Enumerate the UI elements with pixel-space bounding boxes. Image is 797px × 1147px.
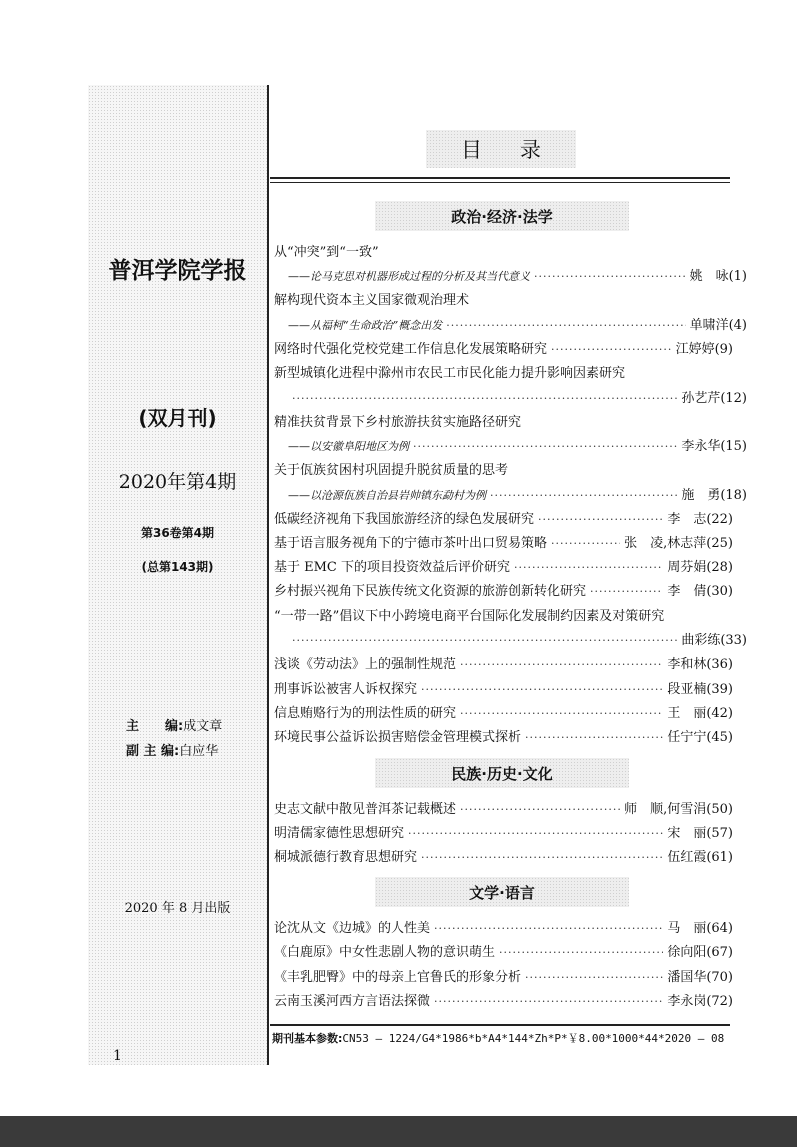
- deputy-editor-name: 白应华: [179, 744, 219, 759]
- toc-entry[interactable]: 云南玉溪河西方言语法探微 ····· 李永岗(72): [274, 992, 733, 1012]
- toc-entry[interactable]: ——以安徽阜阳地区为例 ····· 李永华(15): [274, 437, 747, 457]
- toc-entry[interactable]: 网络时代强化党校党建工作信息化发展策略研究 ····· 江婷婷(9): [274, 340, 733, 360]
- toc-entry[interactable]: 史志文献中散见普洱茶记载概述 ····· 师 顺,何雪涓(50): [274, 800, 733, 820]
- toc-entry[interactable]: ····· 曲彩练(33): [274, 631, 747, 651]
- toc-entry[interactable]: 从“冲突”到“一致”: [274, 245, 379, 260]
- deputy-editor-label: 副 主 编:: [126, 744, 180, 759]
- heading-rule-thin: [270, 182, 730, 183]
- toc-entry[interactable]: 基于 EMC 下的项目投资效益后评价研究 ····· 周芬娟(28): [274, 558, 733, 578]
- toc-entry[interactable]: 浅谈《劳动法》上的强制性规范 ····· 李和林(36): [274, 655, 733, 675]
- toc-heading-box: [426, 130, 579, 168]
- publication-date: 2020 年 8 月出版: [124, 901, 231, 916]
- section-header: 政治·经济·法学: [375, 201, 629, 231]
- footer-rule: [270, 1024, 730, 1026]
- toc-entry[interactable]: 论沈从文《边城》的人性美 ····· 马 丽(64): [274, 919, 733, 939]
- toc-entry[interactable]: 桐城派德行教育思想研究 ····· 伍红霞(61): [274, 848, 733, 868]
- toc-entry[interactable]: 乡村振兴视角下民族传统文化资源的旅游创新转化研究 ····· 李 倩(30): [274, 582, 733, 602]
- toc-entry[interactable]: 低碳经济视角下我国旅游经济的绿色发展研究 ····· 李 志(22): [274, 510, 733, 530]
- section-header: 文学·语言: [375, 877, 629, 907]
- toc-entry[interactable]: 解构现代资本主义国家微观治理术: [274, 293, 470, 308]
- parameters-label: 期刊基本参数:: [272, 1032, 343, 1045]
- heading-rule: [270, 177, 730, 179]
- journal-parameters: [272, 1030, 724, 1046]
- deputy-editor: [126, 740, 218, 759]
- year-issue: 2020年第4期: [118, 471, 237, 493]
- page-number: 1: [113, 1048, 122, 1064]
- chief-editor: [126, 715, 222, 734]
- sidebar-panel: [88, 85, 267, 1065]
- toc-entry[interactable]: 刑事诉讼被害人诉权探究 ····· 段亚楠(39): [274, 680, 733, 700]
- journal-title: 普洱学院学报: [108, 258, 247, 284]
- total-issue: (总第143期): [141, 560, 214, 574]
- chief-editor-name: 成文章: [183, 719, 223, 734]
- toc-entry[interactable]: 新型城镇化进程中滁州市农民工市民化能力提升影响因素研究: [274, 366, 626, 381]
- publication-frequency: (双月刊): [138, 406, 217, 430]
- parameters-value: CN53 — 1224/G4*1986*b*A4*144*Zh*P*￥8.00*1000*44*2020 – 08: [342, 1032, 725, 1045]
- toc-entry[interactable]: 明清儒家德性思想研究 ····· 宋 丽(57): [274, 824, 733, 844]
- toc-entry[interactable]: ····· 孙艺芹(12): [274, 389, 747, 409]
- toc-entry[interactable]: 关于佤族贫困村巩固提升脱贫质量的思考: [274, 463, 509, 478]
- toc-entry[interactable]: 基于语言服务视角下的宁德市茶叶出口贸易策略 ····· 张 凌,林志萍(25): [274, 534, 733, 554]
- chief-editor-label: 主 编:: [126, 719, 184, 734]
- toc-heading: 目录: [461, 138, 579, 162]
- volume-issue: 第36卷第4期: [140, 526, 215, 540]
- vertical-divider: [267, 85, 269, 1065]
- toc-entry[interactable]: ——论马克思对机器形成过程的分析及其当代意义 ····· 姚 咏(1): [274, 267, 747, 287]
- toc-entry[interactable]: 《白鹿原》中女性悲剧人物的意识萌生 ····· 徐向阳(67): [274, 943, 733, 963]
- toc-entry[interactable]: 《丰乳肥臀》中的母亲上官鲁氏的形象分析 ····· 潘国华(70): [274, 968, 733, 988]
- viewer-bottom-bar: [0, 1116, 797, 1147]
- toc-entry[interactable]: ——以沧源佤族自治县岩帅镇东勐村为例 ····· 施 勇(18): [274, 486, 747, 506]
- toc-entry[interactable]: 精准扶贫背景下乡村旅游扶贫实施路径研究: [274, 415, 522, 430]
- toc-entry[interactable]: “一带一路”倡议下中小跨境电商平台国际化发展制约因素及对策研究: [274, 609, 665, 624]
- toc-entry[interactable]: ——从福柯“生命政治”概念出发 ····· 单啸洋(4): [274, 316, 747, 336]
- toc-entry[interactable]: 环境民事公益诉讼损害赔偿金管理模式探析 ····· 任宁宁(45): [274, 728, 733, 748]
- toc-entry[interactable]: 信息贿赂行为的刑法性质的研究 ····· 王 丽(42): [274, 704, 733, 724]
- section-header: 民族·历史·文化: [375, 758, 629, 788]
